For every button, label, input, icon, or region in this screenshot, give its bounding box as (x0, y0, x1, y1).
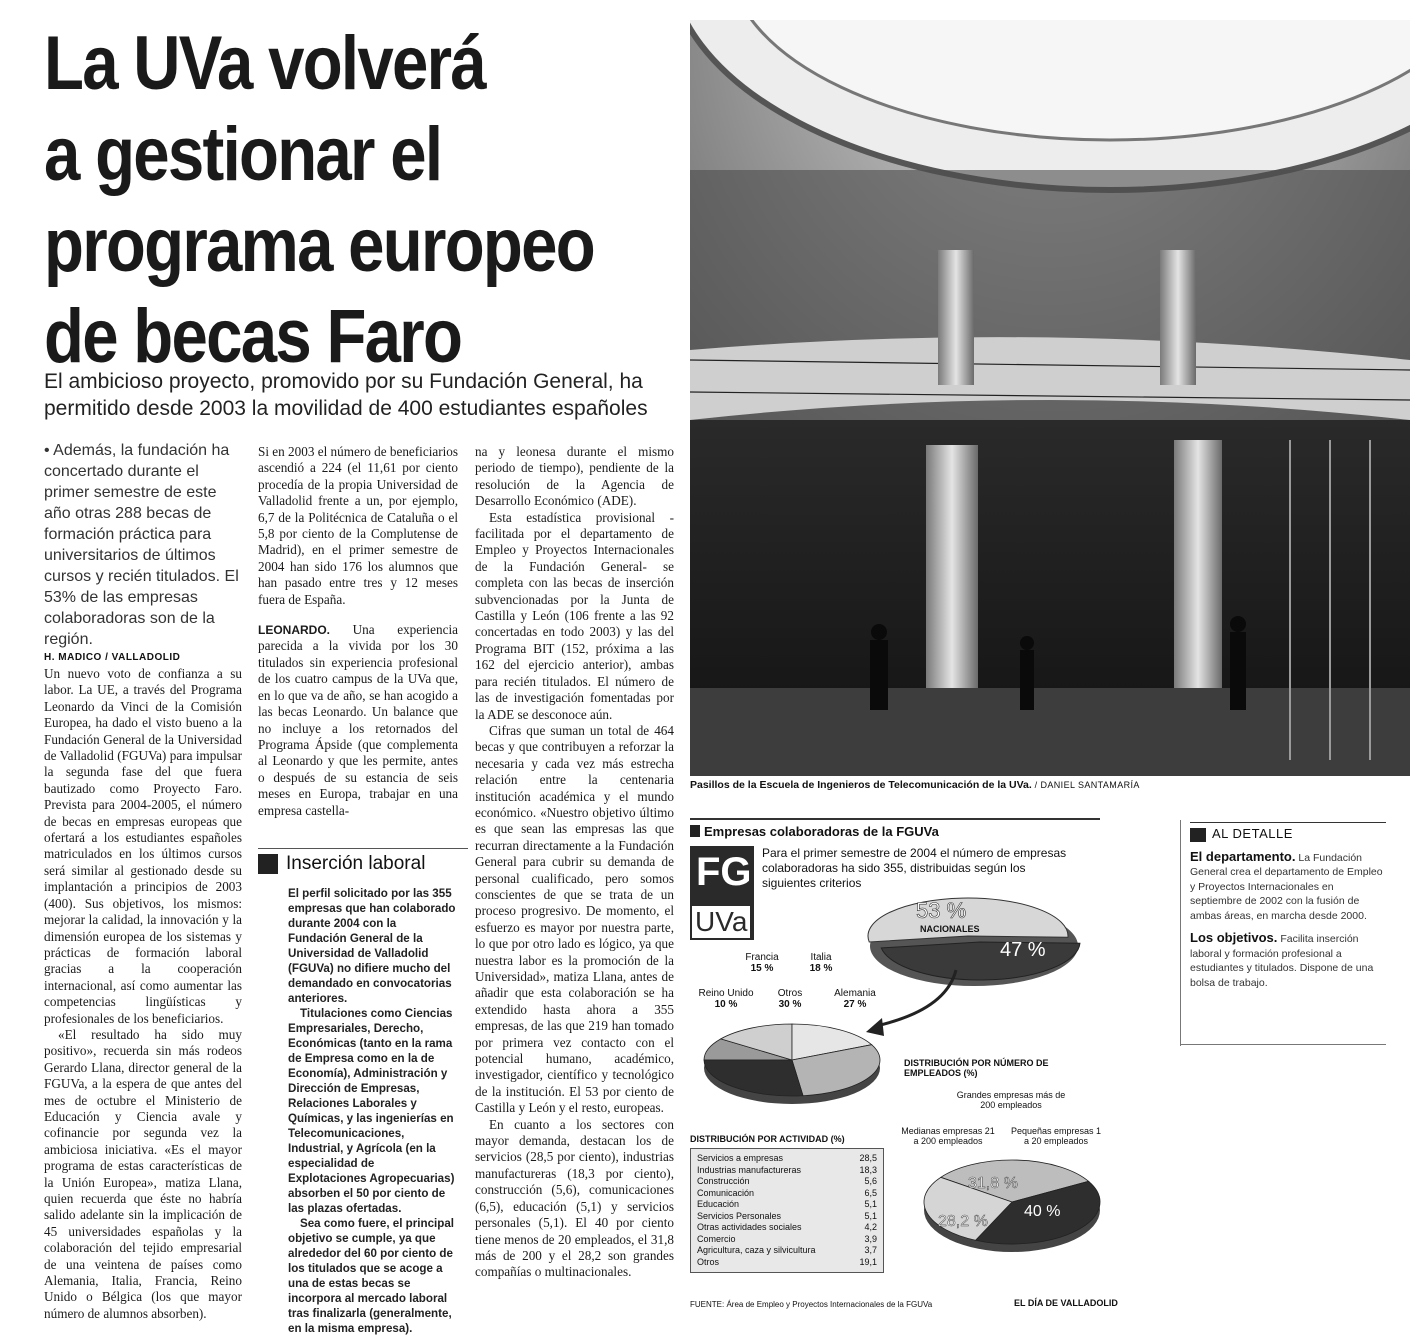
table-cell-activity: Servicios Personales (697, 1210, 782, 1221)
table-row (697, 1153, 877, 1165)
headline (44, 18, 594, 382)
al-detalle-title: AL DETALLE (1212, 826, 1293, 841)
photo-illustration (690, 20, 1410, 776)
al-detalle-box (1190, 822, 1386, 990)
article-column-2 (258, 444, 458, 819)
country-value: 15 % (750, 963, 774, 974)
paragraph: «El resultado ha sido muy positivo», recuerda sin más rodeos Gerardo Llana, director general de la FGUVa, a la espera de que antes del mes de octubre el Ministerio de Educación y Ciencia avale y cofinancie por segunda vez la ambiciosa iniciativa. «Es el mayor programa de estas características de la Unión Europea», matiza Llana, quien recuerda que éste no habría salido adelante sin la implicación de 45 universidades españolas y la colaboración del tejido empresarial de una veintena de países como Alemania, Italia, Francia, Reino Unido o Bélgica (los que mayor número de alumnos absorben). (44, 1026, 242, 1321)
table-cell-activity: Comunicación (697, 1187, 755, 1198)
byline: H. MADICO / VALLADOLID (44, 652, 181, 663)
pie-slices (924, 1160, 1100, 1244)
segment-label: Grandes empresas más de 200 empleados (956, 1090, 1066, 1110)
country-label (742, 952, 782, 974)
caption-text: Pasillos de la Escuela de Ingenieros de Telecomunicación de la UVa. (690, 779, 1032, 791)
table-row (697, 1234, 877, 1246)
table-row (697, 1176, 877, 1188)
headline-line-3: programa europeo (44, 203, 594, 288)
box-marker-icon (258, 854, 278, 874)
activity-table (690, 1134, 884, 1273)
headline-line-2: a gestionar el (44, 112, 442, 197)
logo-text-top: FG (696, 850, 752, 894)
table-cell-activity: Otras actividades sociales (697, 1222, 802, 1232)
logo-text-bottom: UVa (692, 906, 750, 938)
photo-credit: / DANIEL SANTAMARÍA (1031, 780, 1140, 790)
divider (1180, 1044, 1386, 1045)
table-cell-activity: Servicios a empresas (697, 1153, 784, 1163)
paragraph: na y leonesa durante el mismo periodo de tiempo), pendiente de la resolución de la Agencia de Desarrollo Económico (ADE). (475, 444, 674, 509)
table-cell-value: 18,3 (859, 1164, 877, 1175)
detail-icon (1190, 828, 1206, 842)
infographic-header (690, 818, 1100, 840)
table-cell-value: 3,7 (864, 1245, 877, 1255)
article-column-3 (475, 444, 674, 1281)
country-name: Francia (745, 952, 779, 963)
newspaper-credit: EL DÍA DE VALLADOLID (1014, 1298, 1118, 1308)
pie-label-value: 28,2 % (938, 1213, 988, 1230)
table-cell-activity: Comercio (697, 1233, 736, 1244)
country-value: 10 % (714, 999, 738, 1010)
lead-summary: • Además, la fundación ha concertado durante el primer semestre de este año otras 288 becas de formación práctica para universitarios de últimos cursos y recién titulados. El 53% de las empresas colaboradoras son de la región. (44, 442, 239, 648)
table-cell-value: 5,1 (864, 1199, 877, 1209)
table-row (697, 1222, 877, 1234)
table-title: DISTRIBUCIÓN POR ACTIVIDAD (%) (690, 1134, 845, 1144)
segment-label: Pequeñas empresas 1 a 20 empleados (1010, 1126, 1102, 1146)
chart-title: DISTRIBUCIÓN POR NÚMERO DE EMPLEADOS (%) (904, 1058, 1049, 1078)
detail-item (1190, 931, 1386, 990)
paragraph: Un nuevo voto de confianza a su labor. La UE, a través del Programa Leonardo da Vinci de la Comisión Europea, ha dado el visto bueno a la Fundación General de la Universidad de Valladolid (FGUVa) para impulsar la segunda fase del que fuera bautizado como Proyecto Faro. Prevista para 2004-2005, el número de becas en empresas europeas que ofertará a los estudiantes españoles matriculados en los últimos cursos será similar al gestionado desde su implantación a principios de 2003 (400). Sus objetivos, los mismos: mejorar la calidad, la innovación y la dimensión europea de los sistemas y prácticas de formación laboral gracias a la cooperación internacional, así como aumentar las competencias lingüísticas y profesionales de los beneficiarios. (44, 666, 242, 1026)
infographic-title: Empresas colaboradoras de la FGUVa (704, 823, 939, 839)
pie-label-value: 53 % (916, 898, 967, 923)
detail-item-head: El departamento. (1190, 848, 1296, 864)
country-label (804, 952, 838, 974)
photo-caption (690, 779, 1410, 791)
paragraph: Si en 2003 el número de beneficiarios ascendió a 224 (el 11,61 por ciento procedía de la propia Universidad de Valladolid frente a un, por ejemplo, 6,7 de la Politécnica de Cataluña o el 5,8 por ciento de la Complutense de Madrid), en el primer semestre de 2004 han sido 176 los alumnos que han pasado entre tres y 12 meses fuera de España. (258, 444, 458, 607)
paragraph: En cuanto a los sectores con mayor demanda, destacan los de servicios (28,5 por ciento), industrias manufactureras (18,3 por ciento), construcción (5,6), comunicaciones (6,5), educación (5,1) y servicios personales (5,1). El 40 por ciento tiene menos de 20 empleados, el 31,8 más de 200 y el 28,2 son grandes compañías o multinacionales. (475, 1116, 674, 1280)
segment-label: Medianas empresas 21 a 200 empleados (901, 1126, 995, 1146)
country-label (696, 988, 756, 1010)
pie-slice (704, 1060, 803, 1096)
headline-line-4: de becas Faro (44, 294, 462, 379)
country-value: 30 % (778, 999, 802, 1010)
pie-label-value: 31,8 % (968, 1175, 1018, 1192)
table-cell-value: 5,1 (864, 1210, 877, 1221)
table-cell-activity: Construcción (697, 1176, 750, 1186)
pie-label-value: 40 % (1024, 1203, 1061, 1220)
al-detalle-header (1190, 822, 1386, 842)
sidebar-box-title: Inserción laboral (286, 853, 426, 874)
detail-item-text: La Fundación General crea el departamento de Empleo y Proyectos Internacionales en septiembre de 2002 con la fusión de ambas áreas, en marcha desde 2000. (1190, 851, 1383, 922)
headline-line-1: La UVa volverá (44, 21, 485, 106)
pie-chart-employees (920, 1150, 1110, 1260)
table-cell-value: 5,6 (864, 1176, 877, 1186)
pie-label-value: 47 % (1000, 939, 1046, 961)
country-name: Italia (810, 952, 832, 963)
pie-pointer-arrow (836, 960, 966, 1060)
table-cell-value: 3,9 (864, 1233, 877, 1244)
table-body (690, 1148, 884, 1273)
infographic-intro: Para el primer semestre de 2004 el número de empresas colaboradoras ha sido 355, distribuidas según los siguientes criterios (762, 846, 1067, 890)
table-row (697, 1199, 877, 1211)
divider (1180, 820, 1181, 1046)
paragraph-leonardo (258, 622, 458, 819)
table-row (697, 1165, 877, 1177)
subheadline: El ambicioso proyecto, promovido por su Fundación General, ha permitido desde 2003 la movilidad de 400 estudiantes españoles (44, 370, 648, 420)
table-cell-activity: Otros (697, 1256, 720, 1267)
section-kicker: LEONARDO. (258, 623, 330, 638)
pie-slice-nacionales (868, 898, 1068, 942)
table-cell-activity: Industrias manufactureras (697, 1164, 802, 1175)
table-row (697, 1257, 877, 1269)
country-label (770, 988, 810, 1010)
table-row (697, 1188, 877, 1200)
country-name: Otros (777, 988, 803, 999)
fguva-logo (690, 846, 754, 940)
country-value: 27 % (843, 999, 867, 1010)
pie-label-name: NACIONALES (920, 924, 980, 934)
country-name: Alemania (834, 988, 876, 999)
paragraph: El perfil solicitado por las 355 empresas que han colaborado durante 2004 con la Fundación General de la Universidad de Valladolid (FGUVa) no difiere mucho del demandado en convocatorias anteriores. (288, 887, 456, 1005)
table-cell-value: 28,5 (859, 1153, 877, 1163)
paragraph: Esta estadística provisional -facilitada por el departamento de Empleo y Proyectos Internacionales de la Fundación General- se completa con las becas de inserción subvencionadas por la Junta de Castilla y León (106 frente a las 92 concertadas en todo 2003) y las del Programa BIT (152, próxima a las 162 del ejercicio anterior), ambas para recién titulados. El número de las de investigación fomentadas por la ADE se desconoce aún. (475, 509, 674, 722)
country-name: Reino Unido (698, 988, 754, 999)
table-row (697, 1245, 877, 1257)
source-note: FUENTE: Área de Empleo y Proyectos Internacionales de la FGUVa (690, 1300, 933, 1309)
detail-item-head: Los objetivos. (1190, 930, 1278, 946)
table-row (697, 1211, 877, 1223)
country-value: 18 % (809, 963, 833, 974)
paragraph: Cifras que suman un total de 464 becas y que contribuyen a reforzar la necesaria y cada vez más estrecha relación entre la centenaria institución académica y el mundo económico. «Nuestro objetivo último es que sean las empresas las que recurran directamente a la Fundación General para cubrir su demanda de personal cualificado, pero somos conscientes de que se trata de un proceso progresivo. De momento, el esfuerzo es mayor por nuestra parte, lo que por otro lado es lógico, ya que nuestra labor es la promoción de la Universidad», matiza Llana, antes de añadir que esta colaboración se ha extendido hasta ahora a 355 empresas, de las que 219 han tomado por primera vez contacto con el potencial humano, académico, investigador, científico y tecnológico de la institución. El 53 por ciento de Castilla y León y el resto, europeas. (475, 722, 674, 1116)
paragraph-text: Una experiencia parecida a la vivida por los 30 titulados sin experiencia profesional de los cuatro campus de la UVa que, en lo que va de año, se han acogido a las becas Leonardo. Un balance que no incluye a los retornados del Programa Ápside (que complementa al Leonardo y que les permite, antes o después de su estancia de seis meses en Europa, trabajar en una empresa castella- (258, 622, 458, 818)
paragraph: Titulaciones como Ciencias Empresariales, Derecho, Económicas (tanto en la rama de Empresa como en la de Economía), Administración y Dirección de Empresas, Relaciones Laborales y Químicas, y las ingenierías en Telecomunicaciones, Industrial, y Agrícola (en la especialidad de Explotaciones Agropecuarias) absorben el 50 por ciento de las plazas ofertadas. (288, 1007, 455, 1215)
table-cell-value: 19,1 (859, 1256, 877, 1267)
table-cell-value: 4,2 (864, 1222, 877, 1232)
paragraph: Sea como fuere, el principal objetivo se cumple, ya que alrededor del 60 por ciento de los titulados que se acoge a una de estas becas se incorpora al mercado laboral tras finalizarla (generalmente, en la misma empresa). (288, 1217, 454, 1335)
table-cell-activity: Educación (697, 1199, 740, 1209)
table-cell-value: 6,5 (864, 1187, 877, 1198)
header-marker-icon (690, 825, 700, 837)
sidebar-box-text (288, 886, 456, 1336)
detail-item (1190, 850, 1386, 924)
sidebar-box-header (258, 848, 468, 875)
article-column-1 (44, 666, 242, 1322)
table-cell-activity: Agricultura, caza y silvicultura (697, 1245, 816, 1255)
detail-item-text: Facilita inserción laboral y formación profesional a estudiantes y titulados. Dispone de una bolsa de trabajo. (1190, 933, 1374, 989)
photo (690, 20, 1410, 776)
